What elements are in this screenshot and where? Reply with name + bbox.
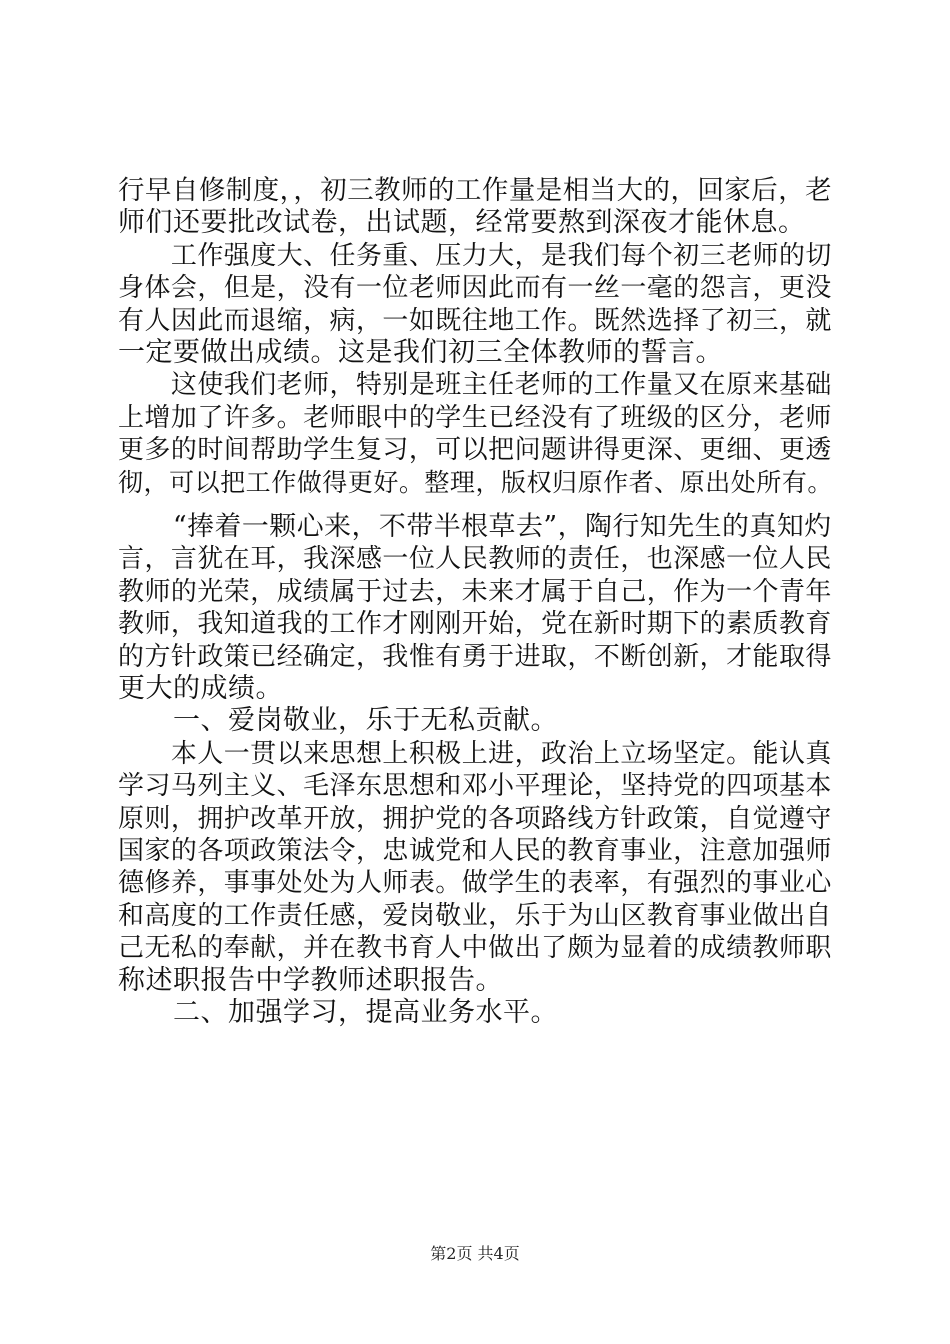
- body-text-line: 更多的时间帮助学生复习，可以把问题讲得更深、更细、更透: [118, 435, 832, 466]
- body-text-line: 教师，我知道我的工作才刚刚开始，党在新时期下的素质教育: [118, 609, 832, 640]
- body-text-line: 和高度的工作责任感，爱岗敬业，乐于为山区教育事业做出自: [118, 900, 832, 931]
- body-text-line: 的方针政策已经确定，我惟有勇于进取，不断创新，才能取得: [118, 641, 832, 672]
- section-heading: 二、加强学习，提高业务水平。: [118, 997, 558, 1028]
- body-text-line: 国家的各项政策法令，忠诚党和人民的教育事业，注意加强师: [118, 836, 832, 866]
- body-text-line: 这使我们老师，特别是班主任老师的工作量又在原来基础: [118, 370, 832, 401]
- body-text-line: 一定要做出成绩。这是我们初三全体教师的誓言。: [118, 337, 723, 368]
- body-text-line: 言，言犹在耳，我深感一位人民教师的责任，也深感一位人民: [118, 544, 832, 575]
- page-number-footer: 第2页 共4页: [430, 1244, 520, 1263]
- body-text-line: 己无私的奉献，并在教书育人中做出了颇为显着的成绩教师职: [118, 933, 832, 964]
- body-text-line: 工作强度大、任务重、压力大，是我们每个初三老师的切: [118, 240, 832, 271]
- body-text-line: 称述职报告中学教师述职报告。: [118, 964, 503, 996]
- body-text-line: 身体会，但是，没有一位老师因此而有一丝一毫的怨言，更没: [118, 273, 832, 304]
- body-text-line: 学习马列主义、毛泽东思想和邓小平理论，坚持党的四项基本: [118, 771, 832, 802]
- body-text-line: 有人因此而退缩，病，一如既往地工作。既然选择了初三，就: [118, 305, 832, 336]
- body-text-line: 彻，可以把工作做得更好。整理，版权归原作者、原出处所有。: [118, 467, 833, 497]
- body-text-line: 本人一贯以来思想上积极上进，政治上立场坚定。能认真: [118, 738, 832, 769]
- body-text-line: 行早自修制度，，初三教师的工作量是相当大的，回家后，老: [118, 175, 833, 206]
- body-text-line: 原则，拥护改革开放，拥护党的各项路线方针政策，自觉遵守: [118, 803, 832, 834]
- body-text-line: 德修养，事事处处为人师表。做学生的表率，有强烈的事业心: [118, 868, 832, 899]
- body-text-line: 教师的光荣，成绩属于过去，未来才属于自己，作为一个青年: [118, 576, 832, 607]
- body-text-line: 上增加了许多。老师眼中的学生已经没有了班级的区分，老师: [118, 402, 832, 433]
- section-heading: 一、爱岗敬业，乐于无私贡献。: [118, 705, 558, 737]
- body-text-line: 师们还要批改试卷，出试题，经常要熬到深夜才能休息。: [118, 207, 806, 239]
- body-text-line: 更大的成绩。: [118, 673, 283, 704]
- body-text-line: “捧着一颗心来，不带半根草去”，陶行知先生的真知灼: [118, 511, 832, 542]
